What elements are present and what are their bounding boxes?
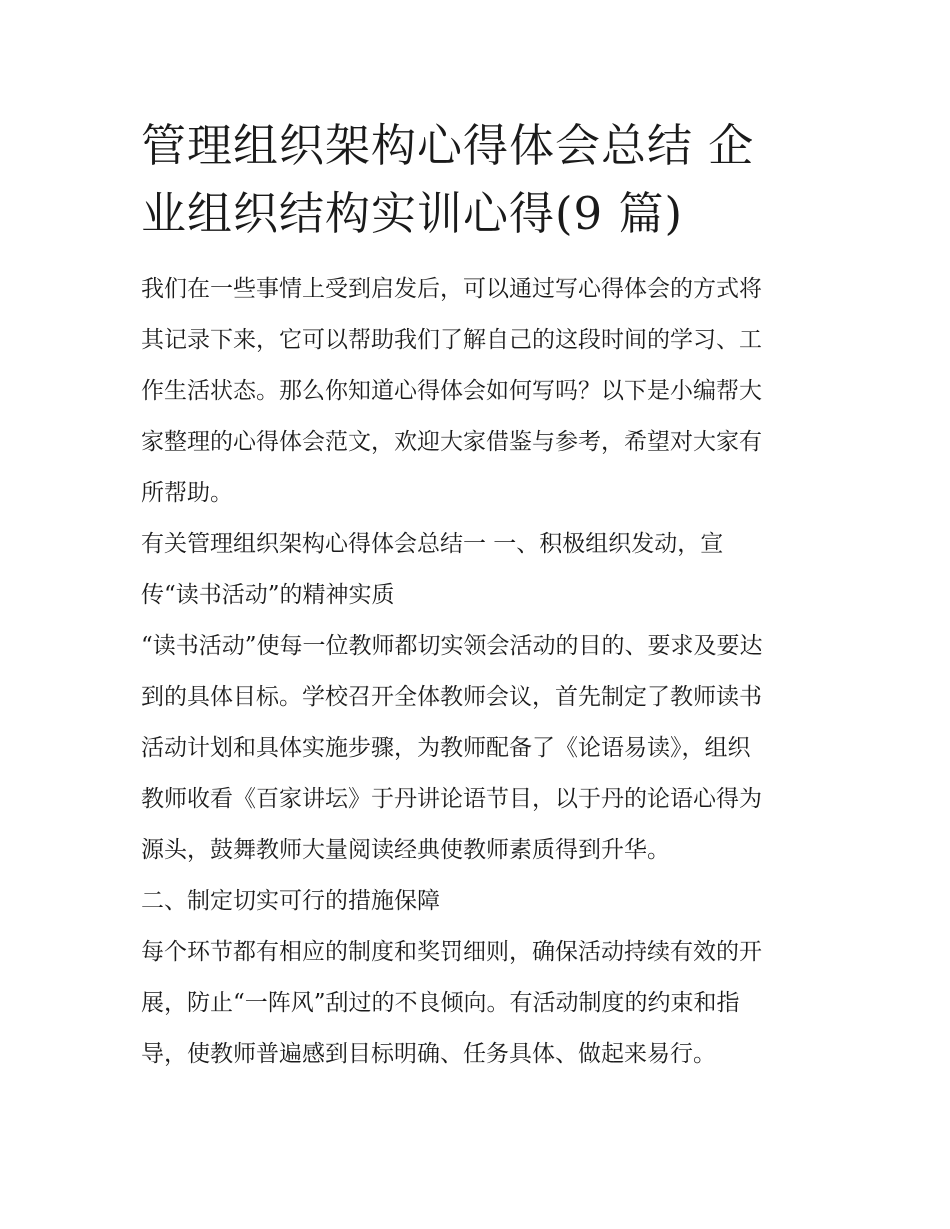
section-1-heading-line-2: 传“读书活动”的精神实质 xyxy=(141,582,395,608)
section-1-paragraph xyxy=(141,621,813,876)
section-1-line-4: 教师收看《百家讲坛》于丹讲论语节目，以于丹的论语心得为 xyxy=(141,786,762,812)
document-body xyxy=(141,264,813,1080)
section-2-heading xyxy=(141,876,813,927)
title-line-2: 业组织结构实训心得(9 篇) xyxy=(141,187,684,240)
document-page xyxy=(141,112,813,1080)
section-2-line-2: 展，防止“一阵风”刮过的不良倾向。有活动制度的约束和指 xyxy=(141,990,740,1016)
section-1-heading-line-1: 有关管理组织架构心得体会总结一 一、积极组织发动，宣 xyxy=(141,531,724,557)
section-2-line-1: 每个环节都有相应的制度和奖罚细则，确保活动持续有效的开 xyxy=(141,939,762,965)
section-1-line-3: 活动计划和具体实施步骤，为教师配备了《论语易读》，组织 xyxy=(141,735,751,761)
intro-line-1: 我们在一些事情上受到启发后，可以通过写心得体会的方式将 xyxy=(141,276,762,302)
document-title xyxy=(141,112,813,248)
section-1-line-1: “读书活动”使每一位教师都切实领会活动的目的、要求及要达 xyxy=(141,633,763,659)
intro-line-3: 作生活状态。那么你知道心得体会如何写吗？以下是小编帮大 xyxy=(141,378,762,404)
intro-line-2: 其记录下来，它可以帮助我们了解自己的这段时间的学习、工 xyxy=(141,327,762,353)
intro-line-4: 家整理的心得体会范文，欢迎大家借鉴与参考，希望对大家有 xyxy=(141,429,762,455)
intro-paragraph xyxy=(141,264,813,519)
section-2-line-3: 导，使教师普遍感到目标明确、任务具体、做起来易行。 xyxy=(141,1041,716,1067)
intro-line-5: 所帮助。 xyxy=(141,480,233,506)
section-2-heading-line: 二、制定切实可行的措施保障 xyxy=(141,888,440,914)
section-1-heading xyxy=(141,519,813,621)
section-2-paragraph xyxy=(141,927,813,1080)
section-1-line-5: 源头，鼓舞教师大量阅读经典使教师素质得到升华。 xyxy=(141,837,670,863)
title-line-1: 管理组织架构心得体会总结 企 xyxy=(141,119,755,172)
section-1-line-2: 到的具体目标。学校召开全体教师会议，首先制定了教师读书 xyxy=(141,684,762,710)
